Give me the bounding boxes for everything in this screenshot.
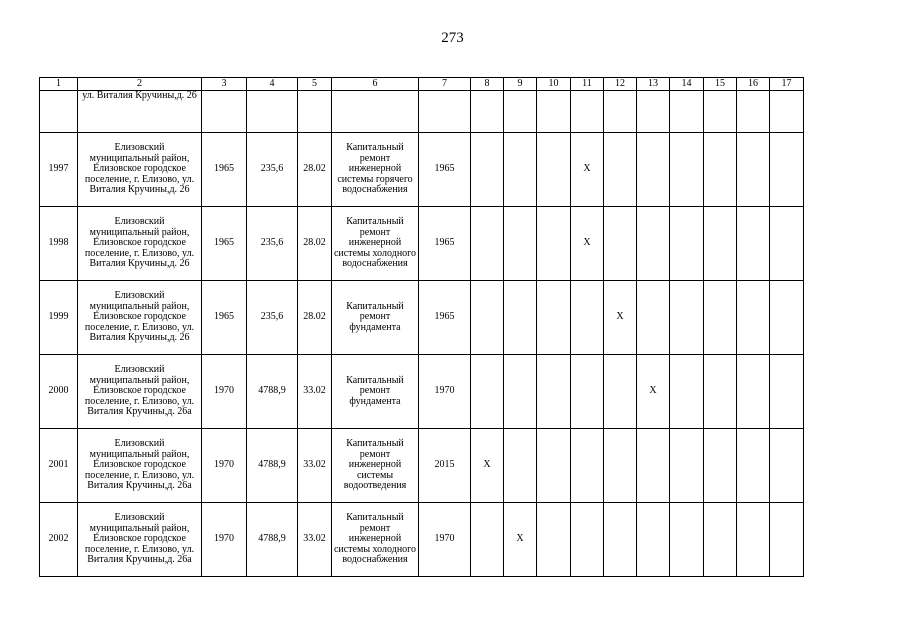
empty-cell — [770, 503, 804, 577]
work-year-cell: 1970 — [419, 503, 471, 577]
empty-cell — [670, 281, 704, 355]
empty-cell — [704, 133, 737, 207]
empty-cell — [537, 503, 571, 577]
empty-cell — [770, 91, 804, 133]
empty-cell — [504, 281, 537, 355]
column-header-17: 17 — [770, 78, 804, 91]
empty-cell — [504, 207, 537, 281]
row-number: 1997 — [40, 133, 78, 207]
empty-cell — [737, 429, 770, 503]
empty-cell — [504, 429, 537, 503]
empty-cell — [504, 133, 537, 207]
empty-cell — [737, 91, 770, 133]
table-row — [40, 207, 804, 281]
empty-cell — [504, 91, 537, 133]
empty-cell — [637, 133, 670, 207]
empty-cell — [471, 133, 504, 207]
mark-cell: X — [571, 207, 604, 281]
work-type-cell: Капитальный ремонт фундамента — [332, 355, 419, 429]
empty-cell — [471, 91, 504, 133]
column-header-1: 1 — [40, 78, 78, 91]
code-cell: 33.02 — [298, 355, 332, 429]
page-number: 273 — [441, 30, 464, 46]
table-body — [40, 78, 804, 577]
work-year-cell: 1970 — [419, 355, 471, 429]
row-number: 2001 — [40, 429, 78, 503]
empty-cell — [704, 281, 737, 355]
row-number: 2000 — [40, 355, 78, 429]
mark-cell: X — [637, 355, 670, 429]
empty-cell — [537, 133, 571, 207]
empty-cell — [637, 207, 670, 281]
table-row — [40, 503, 804, 577]
empty-cell — [202, 91, 247, 133]
code-cell: 28.02 — [298, 207, 332, 281]
work-year-cell: 1965 — [419, 281, 471, 355]
year-built-cell: 1970 — [202, 503, 247, 577]
empty-cell — [571, 503, 604, 577]
work-type-cell: Капитальный ремонт инженерной системы холодного водоснабжения — [332, 503, 419, 577]
empty-cell — [604, 503, 637, 577]
work-year-cell: 2015 — [419, 429, 471, 503]
empty-cell — [670, 133, 704, 207]
column-header-5: 5 — [298, 78, 332, 91]
year-built-cell: 1965 — [202, 207, 247, 281]
work-type-cell: Капитальный ремонт фундамента — [332, 281, 419, 355]
address-cell: Елизовский муниципальный район, Елизовское городское поселение, г. Елизово, ул. Виталия Кручины,д. 26а — [78, 355, 202, 429]
code-cell: 28.02 — [298, 133, 332, 207]
empty-cell — [670, 503, 704, 577]
column-header-14: 14 — [670, 78, 704, 91]
address-cell: Елизовский муниципальный район, Елизовское городское поселение, г. Елизово, ул. Виталия Кручины,д. 26 — [78, 133, 202, 207]
empty-cell — [637, 503, 670, 577]
empty-cell — [637, 91, 670, 133]
code-cell: 33.02 — [298, 503, 332, 577]
column-header-16: 16 — [737, 78, 770, 91]
empty-cell — [537, 91, 571, 133]
empty-cell — [537, 281, 571, 355]
column-header-2: 2 — [78, 78, 202, 91]
empty-cell — [670, 429, 704, 503]
empty-cell — [637, 281, 670, 355]
area-cell: 235,6 — [247, 207, 298, 281]
column-header-4: 4 — [247, 78, 298, 91]
empty-cell — [737, 355, 770, 429]
empty-cell — [770, 281, 804, 355]
table-row — [40, 281, 804, 355]
address-cell: Елизовский муниципальный район, Елизовское городское поселение, г. Елизово, ул. Виталия Кручины,д. 26а — [78, 429, 202, 503]
empty-cell — [704, 429, 737, 503]
empty-cell — [604, 429, 637, 503]
column-header-8: 8 — [471, 78, 504, 91]
empty-cell — [670, 207, 704, 281]
empty-cell — [471, 503, 504, 577]
empty-cell — [737, 133, 770, 207]
column-header-3: 3 — [202, 78, 247, 91]
area-cell: 4788,9 — [247, 355, 298, 429]
empty-cell — [571, 355, 604, 429]
address-cell: Елизовский муниципальный район, Елизовское городское поселение, г. Елизово, ул. Виталия Кручины,д. 26 — [78, 281, 202, 355]
empty-cell — [471, 355, 504, 429]
empty-cell — [537, 429, 571, 503]
empty-cell — [537, 207, 571, 281]
empty-cell — [419, 91, 471, 133]
empty-cell — [604, 207, 637, 281]
empty-cell — [537, 355, 571, 429]
area-cell: 4788,9 — [247, 429, 298, 503]
year-built-cell: 1970 — [202, 429, 247, 503]
empty-cell — [298, 91, 332, 133]
empty-cell — [571, 281, 604, 355]
code-cell: 33.02 — [298, 429, 332, 503]
column-number-row — [40, 78, 804, 91]
empty-cell — [770, 429, 804, 503]
mark-cell: X — [471, 429, 504, 503]
empty-cell — [704, 91, 737, 133]
year-built-cell: 1965 — [202, 133, 247, 207]
column-header-12: 12 — [604, 78, 637, 91]
empty-cell — [247, 91, 298, 133]
empty-cell — [604, 355, 637, 429]
column-header-10: 10 — [537, 78, 571, 91]
table-row — [40, 429, 804, 503]
empty-cell — [737, 503, 770, 577]
empty-cell — [637, 429, 670, 503]
work-type-cell: Капитальный ремонт инженерной системы холодного водоснабжения — [332, 207, 419, 281]
empty-cell — [471, 207, 504, 281]
empty-cell — [704, 355, 737, 429]
column-header-13: 13 — [637, 78, 670, 91]
empty-cell — [737, 281, 770, 355]
column-header-15: 15 — [704, 78, 737, 91]
code-cell: 28.02 — [298, 281, 332, 355]
area-cell: 235,6 — [247, 281, 298, 355]
mark-cell: X — [571, 133, 604, 207]
work-type-cell: Капитальный ремонт инженерной системы водоотведения — [332, 429, 419, 503]
empty-cell — [571, 429, 604, 503]
column-header-9: 9 — [504, 78, 537, 91]
repair-schedule-table — [39, 77, 804, 577]
row-number: 2002 — [40, 503, 78, 577]
empty-cell — [737, 207, 770, 281]
empty-cell — [704, 503, 737, 577]
area-cell: 235,6 — [247, 133, 298, 207]
mark-cell: X — [604, 281, 637, 355]
empty-cell — [770, 207, 804, 281]
empty-cell — [770, 133, 804, 207]
year-built-cell: 1965 — [202, 281, 247, 355]
work-type-cell: Капитальный ремонт инженерной системы горячего водоснабжения — [332, 133, 419, 207]
row-number: 1999 — [40, 281, 78, 355]
work-year-cell: 1965 — [419, 133, 471, 207]
continuation-address: ул. Виталия Кручины,д. 26 — [78, 91, 202, 133]
empty-cell — [571, 91, 604, 133]
empty-cell — [40, 91, 78, 133]
empty-cell — [670, 91, 704, 133]
empty-cell — [604, 133, 637, 207]
empty-cell — [704, 207, 737, 281]
year-built-cell: 1970 — [202, 355, 247, 429]
address-cell: Елизовский муниципальный район, Елизовское городское поселение, г. Елизово, ул. Виталия Кручины,д. 26 — [78, 207, 202, 281]
row-number: 1998 — [40, 207, 78, 281]
work-year-cell: 1965 — [419, 207, 471, 281]
table-row — [40, 133, 804, 207]
empty-cell — [604, 91, 637, 133]
continuation-row — [40, 91, 804, 133]
table-row — [40, 355, 804, 429]
mark-cell: X — [504, 503, 537, 577]
empty-cell — [670, 355, 704, 429]
column-header-11: 11 — [571, 78, 604, 91]
address-cell: Елизовский муниципальный район, Елизовское городское поселение, г. Елизово, ул. Виталия Кручины,д. 26а — [78, 503, 202, 577]
empty-cell — [471, 281, 504, 355]
empty-cell — [332, 91, 419, 133]
area-cell: 4788,9 — [247, 503, 298, 577]
column-header-7: 7 — [419, 78, 471, 91]
empty-cell — [770, 355, 804, 429]
column-header-6: 6 — [332, 78, 419, 91]
empty-cell — [504, 355, 537, 429]
